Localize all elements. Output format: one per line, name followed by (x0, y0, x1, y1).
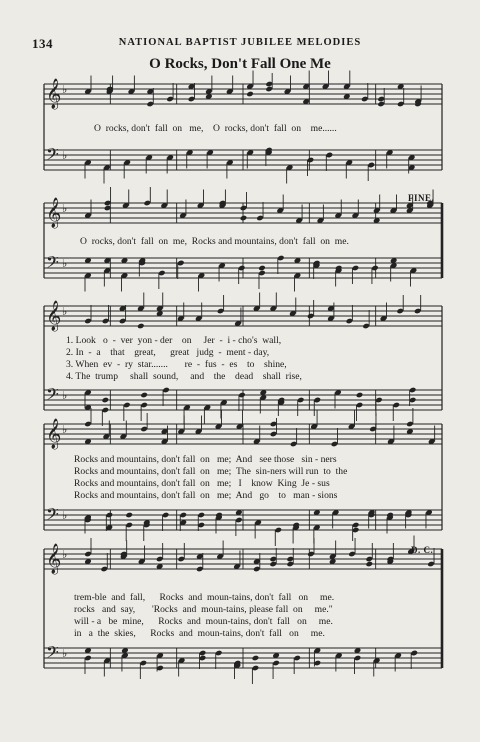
fine-mark: FINE. (408, 193, 435, 203)
lyric-verse-3: 3. When ev - ry star....... re - fus - es to shine, (66, 359, 287, 370)
note-head (252, 655, 260, 662)
bass-clef-icon: 𝄢 (46, 384, 59, 408)
treble-clef-icon: 𝄞 (46, 419, 62, 449)
page-number: 134 (32, 36, 53, 51)
lyric-end-1: trem-ble and fall, Rocks and moun-tains, don't fall on me. (74, 592, 335, 603)
flat-sign-icon: ♭ (62, 257, 68, 270)
treble-clef-icon: 𝄞 (46, 301, 62, 331)
flat-sign-icon: ♭ (62, 202, 68, 215)
flat-sign-icon: ♭ (62, 647, 68, 660)
flat-sign-icon: ♭ (62, 149, 68, 162)
note-head (102, 397, 110, 404)
flat-sign-icon: ♭ (62, 509, 68, 522)
note-head (137, 323, 145, 330)
flat-sign-icon: ♭ (62, 548, 68, 561)
lyric-chorus-3: Rocks and mountains, don't fall on me; I know King Je - sus (74, 478, 330, 489)
song-title: O Rocks, Don't Fall One Me (149, 56, 331, 72)
note-head (356, 392, 364, 399)
treble-clef-icon: 𝄞 (46, 79, 62, 109)
note-head (125, 512, 133, 519)
lyric-line-system1: O rocks, don't fall on me, O rocks, don't fall on me...... (94, 123, 337, 134)
dc-mark: D. C. (411, 545, 434, 555)
flat-sign-icon: ♭ (62, 83, 68, 96)
note-head (246, 91, 254, 98)
bass-clef-icon: 𝄢 (46, 642, 59, 666)
bass-clef-icon: 𝄢 (46, 252, 59, 276)
lyric-line-system2: O rocks, don't fall on me, Rocks and mountains, don't fall on me. (80, 236, 349, 247)
treble-clef-icon: 𝄞 (46, 198, 62, 228)
flat-sign-icon: ♭ (62, 305, 68, 318)
note-head (240, 215, 248, 222)
lyric-chorus-1: Rocks and mountains, don't fall on me; And see those sin - ners (74, 454, 337, 465)
flat-sign-icon: ♭ (62, 389, 68, 402)
bass-clef-icon: 𝄢 (46, 144, 59, 168)
lyric-chorus-4: Rocks and mountains, don't fall on me; And go to man - sions (74, 490, 338, 501)
note-head (140, 392, 148, 399)
lyric-end-4: in a the skies, Rocks and moun-tains, don't fall on me. (74, 628, 325, 639)
running-header: NATIONAL BAPTIST JUBILEE MELODIES (118, 37, 362, 48)
lyric-chorus-2: Rocks and mountains, don't fall on me; The sin-ners will run to the (74, 466, 348, 477)
lyric-verse-2: 2. In - a that great, great judg - ment - day, (66, 347, 270, 358)
treble-clef-icon: 𝄞 (46, 544, 62, 574)
lyric-verse-4: 4. The trump shall sound, and the dead shall rise, (66, 371, 302, 382)
lyric-verse-1: 1. Look o - ver yon - der on Jer - i - cho's wall, (66, 335, 282, 346)
note-head (365, 561, 373, 568)
flat-sign-icon: ♭ (62, 423, 68, 436)
bass-clef-icon: 𝄢 (46, 504, 59, 528)
note-head (258, 265, 266, 272)
lyric-end-2: rocks and say, 'Rocks and moun-tains, please fall on me." (74, 604, 333, 615)
lyric-end-3: will - a be mine, Rocks and moun-tains, don't fall on me. (74, 616, 333, 627)
